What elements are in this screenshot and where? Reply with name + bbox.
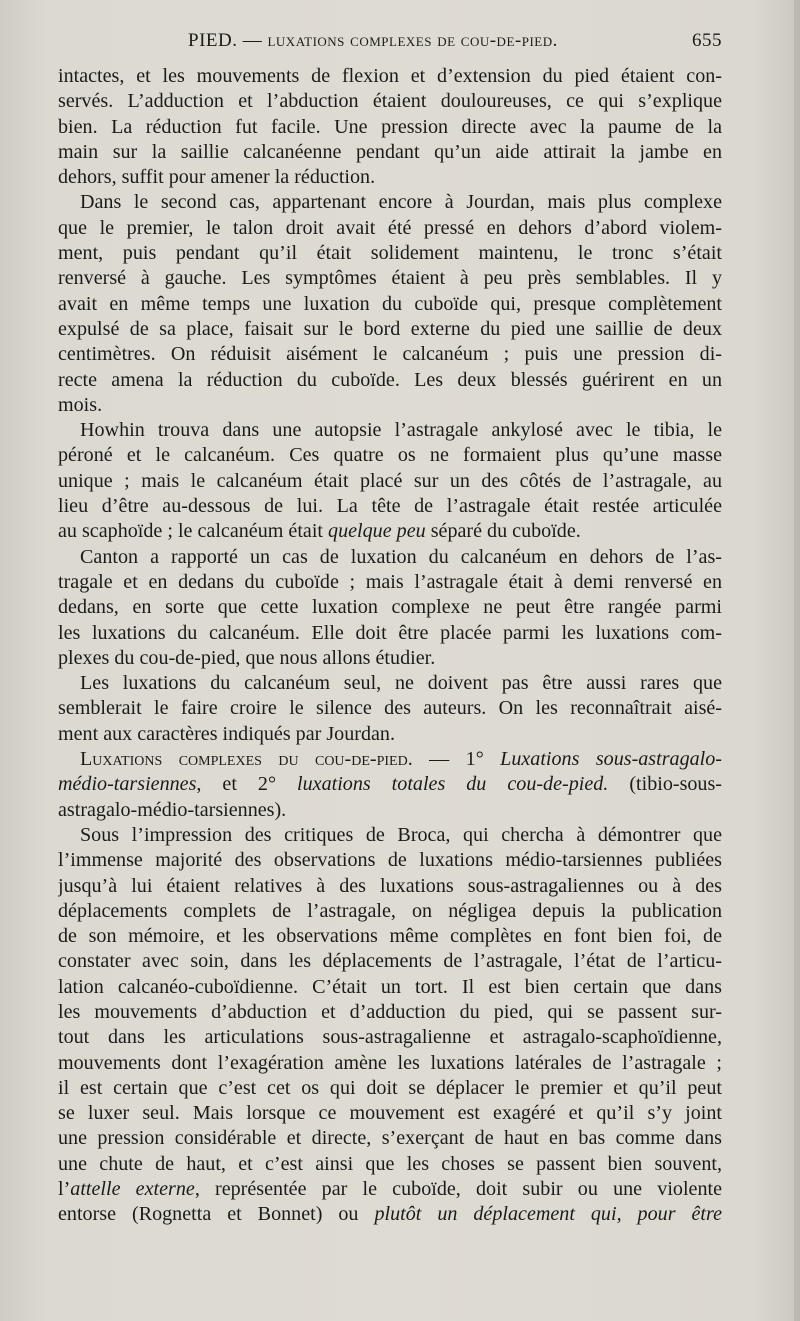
section-heading: Luxations complexes du cou-de-pied. bbox=[80, 748, 413, 771]
text-run: , représentée par le cuboïde, doit subir ou une violente bbox=[194, 1178, 722, 1201]
section-heading-line bbox=[58, 747, 722, 772]
italic-run: attelle externe bbox=[70, 1178, 195, 1201]
text-line: main sur la saillie calcanéenne pendant qu’un aide attirait la jambe en bbox=[58, 140, 722, 163]
text-line: une chute de haut, et c’est ainsi que les choses se passent bien souvent, bbox=[58, 1152, 722, 1175]
text-line: intactes, et les mouvements de flexion et d’extension du pied étaient con- bbox=[58, 65, 722, 87]
text-line: Les luxations du calcanéum seul, ne doivent pas être aussi rares que bbox=[80, 672, 722, 695]
text-line: se luxer seul. Mais lorsque ce mouvement est exagéré et qu’il s’y joint bbox=[58, 1102, 722, 1125]
text-line: les mouvements d’abduction et d’adduction du pied, qui se passent sur- bbox=[58, 1000, 722, 1023]
italic-run: plutôt un déplacement qui, pour être bbox=[374, 1203, 722, 1226]
text-line: déplacements complets de l’astragale, on négligea depuis la publication bbox=[58, 899, 722, 922]
text-line: expulsé de sa place, faisait sur le bord externe du pied une saillie de deux bbox=[58, 317, 722, 340]
text-line: que le premier, le talon droit avait été pressé en dehors d’abord violem- bbox=[58, 216, 722, 239]
text-line: Canton a rapporté un cas de luxation du calcanéum en dehors de l’as- bbox=[80, 545, 722, 568]
text-line: péroné et le calcanéum. Ces quatre os ne formaient plus qu’une masse bbox=[58, 444, 722, 467]
text-line: bien. La réduction fut facile. Une pression directe avec la paume de la bbox=[58, 115, 722, 138]
text-line: ment, puis pendant qu’il était solidement maintenu, le tronc s’était bbox=[58, 242, 722, 265]
text-line: centimètres. On réduisit aisément le calcanéum ; puis une pression di- bbox=[58, 343, 722, 366]
body-text bbox=[58, 64, 722, 1228]
text-run: , et 2° bbox=[196, 773, 298, 796]
text-run: entorse (Rognetta et Bonnet) ou bbox=[58, 1203, 375, 1226]
page-header bbox=[58, 28, 722, 58]
text-line: mois. bbox=[58, 393, 103, 416]
text-run: au scaphoïde ; le calcanéum était bbox=[58, 520, 329, 543]
text-line: il est certain que c’est cet os qui doit se déplacer le premier et qu’il peut bbox=[58, 1076, 722, 1099]
text-line: astragalo-médio-tarsiennes). bbox=[58, 798, 287, 821]
text-line: unique ; mais le calcanéum était placé sur un des côtés de l’astragale, au bbox=[58, 469, 722, 492]
italic-run: médio-tarsiennes bbox=[58, 773, 197, 796]
text-line: tout dans les articulations sous-astragalienne et astragalo-scaphoïdienne, bbox=[58, 1026, 722, 1049]
text-line: Howhin trouva dans une autopsie l’astragale ankylosé avec le tibia, le bbox=[80, 419, 722, 442]
text-line: mouvements dont l’exagération amène les luxations latérales de l’astragale ; bbox=[58, 1051, 722, 1074]
text-line bbox=[58, 519, 722, 544]
text-line: renversé à gauche. Les symptômes étaient à peu près semblables. Il y bbox=[58, 267, 722, 290]
text-line: lieu d’être au-dessous de lui. La tête de l’astragale était restée articulée bbox=[58, 495, 722, 518]
text-line bbox=[58, 1202, 722, 1227]
text-line: ment aux caractères indiqués par Jourdan. bbox=[58, 722, 395, 745]
italic-run: Luxations sous-astragalo- bbox=[500, 748, 722, 771]
running-title: PIED. — luxations complexes de cou-de-pied. bbox=[188, 30, 558, 51]
text-line: semblerait le faire croire le silence des auteurs. On les reconnaîtrait aisé- bbox=[58, 697, 722, 720]
text-line: avait en même temps une luxation du cuboïde qui, presque complètement bbox=[58, 292, 722, 315]
text-line: Sous l’impression des critiques de Broca, qui chercha à démontrer que bbox=[80, 823, 722, 846]
text-line: dehors, suffit pour amener la réduction. bbox=[58, 166, 376, 189]
text-run: séparé du cuboïde. bbox=[425, 520, 581, 543]
page-number: 655 bbox=[692, 30, 722, 51]
text-line: les luxations du calcanéum. Elle doit être placée parmi les luxations com- bbox=[58, 621, 722, 644]
italic-run: luxations totales du cou-de-pied. bbox=[297, 773, 609, 796]
text-run: l’ bbox=[58, 1178, 71, 1201]
text-line: Dans le second cas, appartenant encore à Jourdan, mais plus complexe bbox=[80, 191, 722, 214]
text-line: recte amena la réduction du cuboïde. Les deux blessés guérirent en un bbox=[58, 368, 722, 391]
text-line: servés. L’adduction et l’abduction étaient douloureuses, ce qui s’explique bbox=[58, 90, 722, 113]
text-line bbox=[58, 772, 722, 797]
text-line: dedans, en sorte que cette luxation complexe ne peut être rangée parmi bbox=[58, 596, 722, 619]
text-run: — 1° bbox=[412, 748, 501, 771]
text-line: constater avec soin, dans les déplacements de l’astragale, l’état de l’articu- bbox=[58, 950, 722, 973]
text-line: tragale et en dedans du cuboïde ; mais l’astragale était à demi renversé en bbox=[58, 570, 722, 593]
italic-run: quelque peu bbox=[328, 520, 426, 543]
page-edge bbox=[794, 0, 800, 1321]
text-line: l’immense majorité des observations de luxations médio-tarsiennes publiées bbox=[58, 849, 722, 872]
text-line: plexes du cou-de-pied, que nous allons étudier. bbox=[58, 646, 436, 669]
text-run: (tibio-sous- bbox=[608, 773, 722, 796]
text-line: une pression considérable et directe, s’exerçant de haut en bas comme dans bbox=[58, 1127, 722, 1150]
text-line: jusqu’à lui étaient relatives à des luxations sous-astragaliennes ou à des bbox=[58, 874, 722, 897]
text-line: lation calcanéo-cuboïdienne. C’était un tort. Il est bien certain que dans bbox=[58, 975, 722, 998]
text-line: de son mémoire, et les observations même complètes en font bien foi, de bbox=[58, 925, 722, 948]
text-line bbox=[58, 1177, 722, 1202]
